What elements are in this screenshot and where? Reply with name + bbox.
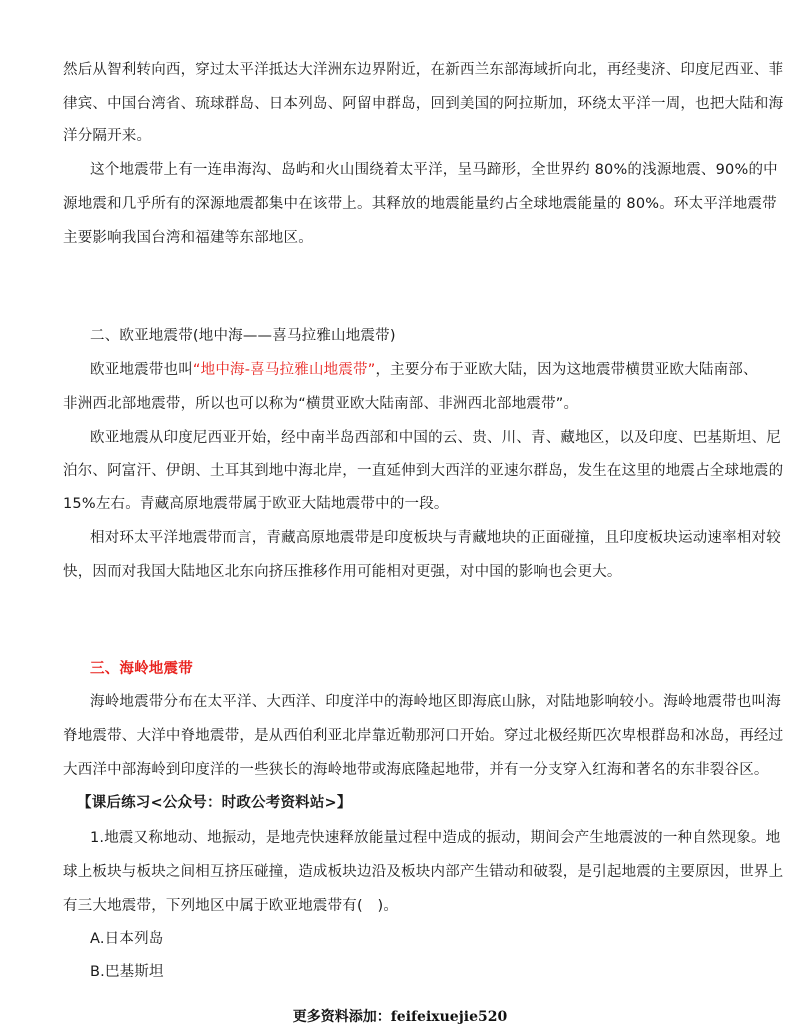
section2-heading: 二、欧亚地震带(地中海——喜马拉雅山地震带) <box>90 328 396 344</box>
para2-line1: 这个地震带上有一连串海沟、岛屿和火山围绕着太平洋，呈马蹄形，全世界约 80%的浅源地震、90%的中 <box>90 162 778 178</box>
para1-line2: 律宾、中国台湾省、琉球群岛、日本列岛、阿留申群岛，回到美国的阿拉斯加，环绕太平洋一周，也把大陆和海 <box>63 96 784 112</box>
section2-para1-lead: 欧亚地震带也叫 <box>90 362 193 378</box>
section2-para1-rest: ，主要分布于亚欧大陆，因为这地震带横贯亚欧大陆南部、 <box>375 362 758 378</box>
para1-line3: 洋分隔开来。 <box>63 128 152 144</box>
question-line2: 球上板块与板块之间相互挤压碰撞，造成板块边沿及板块内部产生错动和破裂，是引起地震的主要原因，世界上 <box>63 864 784 880</box>
option-b: B.巴基斯坦 <box>90 964 164 980</box>
section3-para1-line1: 海岭地震带分布在太平洋、大西洋、印度洋中的海岭地区即海底山脉，对陆地影响较小。海岭地震带也叫海 <box>90 694 781 710</box>
question-line1: 1.地震又称地动、地振动，是地壳快速释放能量过程中造成的振动，期间会产生地震波的一种自然现象。地 <box>90 830 781 846</box>
section2-para1-highlight: “地中海-喜马拉雅山地震带” <box>192 362 376 378</box>
section3-heading: 三、海岭地震带 <box>90 661 193 677</box>
section2-para1-line1 <box>90 360 770 380</box>
section3-para1-line2: 脊地震带、大洋中脊地震带，是从西伯利亚北岸靠近勒那河口开始。穿过北极经斯匹次卑根群岛和冰岛，再经过 <box>63 728 784 744</box>
option-a: A.日本列岛 <box>90 931 164 947</box>
exercise-heading: 【课后练习<公众号：时政公考资料站>】 <box>77 795 352 811</box>
footer-contact: 更多资料添加：feifeixuejie520 <box>292 1009 508 1025</box>
section2-para2-line2: 泊尔、阿富汗、伊朗、土耳其到地中海北岸，一直延伸到大西洋的亚速尔群岛，发生在这里的地震占全球地震的 <box>63 463 784 479</box>
para2-line2: 源地震和几乎所有的深源地震都集中在该带上。其释放的地震能量约占全球地震能量的 80%。环太平洋地震带 <box>63 196 777 212</box>
section2-para2-line3: 15%左右。青藏高原地震带属于欧亚大陆地震带中的一段。 <box>63 496 449 512</box>
question-line3: 有三大地震带，下列地区中属于欧亚地震带有( )。 <box>63 898 399 914</box>
section2-para2-line1: 欧亚地震从印度尼西亚开始，经中南半岛西部和中国的云、贵、川、青、藏地区，以及印度、巴基斯坦、尼 <box>90 430 781 446</box>
section2-para3-line1: 相对环太平洋地震带而言，青藏高原地震带是印度板块与青藏地块的正面碰撞，且印度板块运动速率相对较 <box>90 530 781 546</box>
section3-para1-line3: 大西洋中部海岭到印度洋的一些狭长的海岭地带或海底隆起地带，并有一分支穿入红海和著名的东非裂谷区。 <box>63 762 769 778</box>
para2-line3: 主要影响我国台湾和福建等东部地区。 <box>63 230 313 246</box>
section2-para1-line2: 非洲西北部地震带，所以也可以称为“横贯亚欧大陆南部、非洲西北部地震带”。 <box>63 396 579 412</box>
para1-line1: 然后从智利转向西，穿过太平洋抵达大洋洲东边界附近，在新西兰东部海域折向北，再经斐济、印度尼西亚、菲 <box>63 62 784 78</box>
section2-para3-line2: 快，因而对我国大陆地区北东向挤压推移作用可能相对更强，对中国的影响也会更大。 <box>63 564 622 580</box>
